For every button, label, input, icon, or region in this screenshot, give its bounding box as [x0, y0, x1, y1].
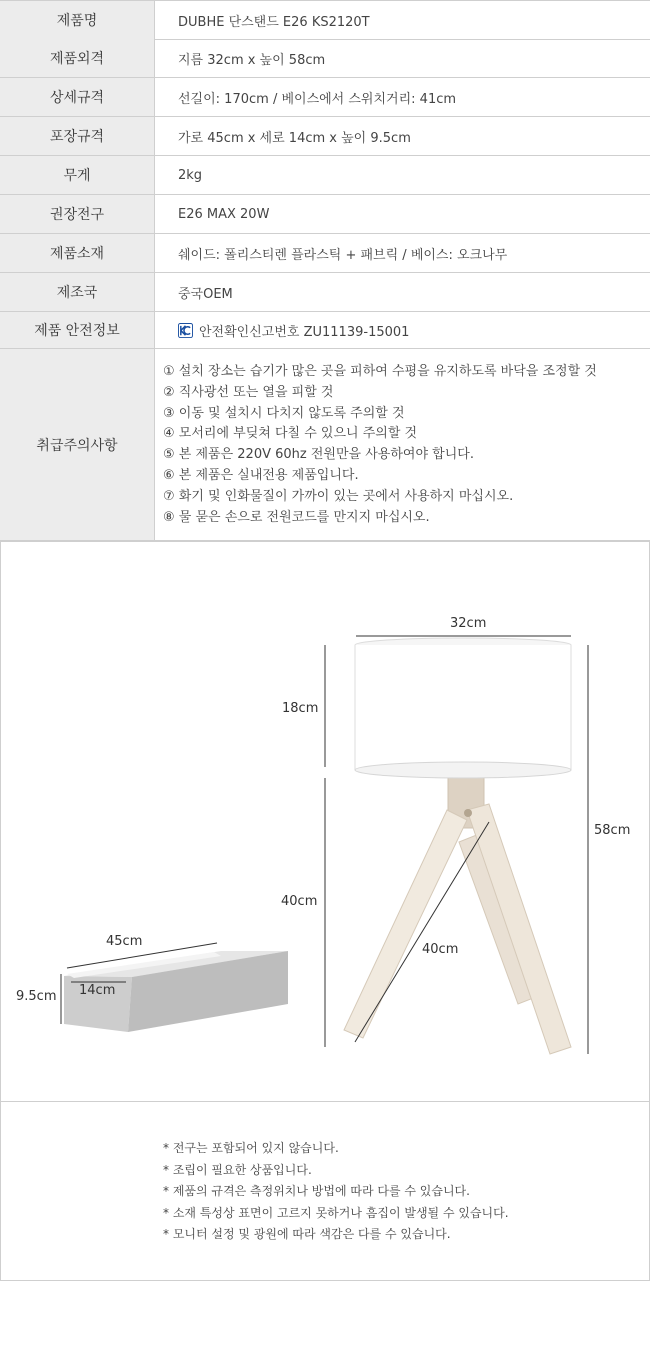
leg-length-label: 40cm [422, 942, 459, 957]
spec-row-safety [0, 312, 650, 349]
spec-value: 지름 32cm x 높이 58cm [178, 52, 326, 68]
spec-row-size [0, 39, 650, 78]
spec-value: 쉐이드: 폴리스티렌 플라스틱 + 패브릭 / 베이스: 오크나무 [178, 247, 508, 263]
spec-label: 제품소재 [0, 234, 155, 272]
notes-section [0, 1102, 650, 1281]
note-item: * 조립이 필요한 상품입니다. [163, 1162, 312, 1177]
spec-label: 제조국 [0, 273, 155, 311]
spec-label: 제품명 [0, 1, 155, 39]
caution-item: ⑤ 본 제품은 220V 60hz 전원만을 사용하여야 합니다. [163, 447, 474, 463]
leg-length-line [355, 822, 489, 1042]
box-height-label: 9.5cm [16, 989, 57, 1004]
notes-list [163, 1138, 509, 1246]
shade-width-label: 32cm [450, 616, 487, 631]
caution-label: 취급주의사항 [0, 349, 155, 540]
spec-label: 제품 안전정보 [0, 312, 155, 348]
spec-row-package [0, 117, 650, 156]
spec-row-origin [0, 273, 650, 312]
spec-label: 상세규격 [0, 78, 155, 116]
dimension-diagram [0, 541, 650, 1102]
screw-icon [464, 809, 472, 817]
spec-value: 가로 45cm x 세로 14cm x 높이 9.5cm [178, 130, 411, 146]
note-item: * 제품의 규격은 측정위치나 방법에 따라 다를 수 있습니다. [163, 1184, 470, 1198]
box-width-label: 45cm [106, 934, 143, 949]
caution-item: ① 설치 장소는 습기가 많은 곳을 피하여 수평을 유지하도록 바닥을 조정할 것 [163, 364, 597, 379]
spec-value: 2kg [178, 167, 203, 183]
spec-row-name [0, 0, 650, 40]
safety-number: 안전확인신고번호 ZU11139-15001 [199, 324, 410, 340]
spec-label: 포장규격 [0, 117, 155, 155]
caution-item: ④ 모서리에 부딪쳐 다칠 수 있으니 주의할 것 [163, 426, 418, 442]
caution-item: ③ 이동 및 설치시 다치지 않도록 주의할 것 [163, 405, 405, 421]
spec-value: E26 MAX 20W [178, 206, 270, 222]
kc-mark-icon [178, 323, 193, 338]
spec-row-weight [0, 156, 650, 195]
caution-list [163, 362, 597, 528]
spec-value: 선길이: 170cm / 베이스에서 스위치거리: 41cm [178, 91, 457, 107]
caution-item: ⑧ 물 묻은 손으로 전원코드를 만지지 마십시오. [163, 509, 430, 525]
spec-row-material [0, 234, 650, 273]
caution-item: ⑦ 화기 및 인화물질이 가까이 있는 곳에서 사용하지 마십시오. [163, 488, 514, 504]
spec-row-detail [0, 78, 650, 117]
shade-height-label: 18cm [282, 701, 319, 716]
caution-item: ⑥ 본 제품은 실내전용 제품입니다. [163, 467, 359, 483]
spec-value: DUBHE 단스탠드 E26 KS2120T [178, 14, 370, 30]
note-item: * 전구는 포함되어 있지 않습니다. [163, 1141, 339, 1155]
note-item: * 소재 특성상 표면이 고르지 못하거나 흠집이 발생될 수 있습니다. [163, 1205, 509, 1220]
diagram-canvas [1, 542, 649, 1101]
spec-label: 권장전구 [0, 195, 155, 233]
spec-value [178, 312, 650, 348]
total-height-label: 58cm [594, 823, 631, 838]
spec-label: 제품외격 [0, 39, 155, 77]
caution-item: ② 직사광선 또는 열을 피할 것 [163, 384, 334, 400]
spec-label: 무게 [0, 156, 155, 194]
spec-value: 중국OEM [178, 286, 233, 302]
lamp-illustration [344, 638, 571, 1054]
box-depth-label: 14cm [79, 983, 116, 998]
base-height-label: 40cm [281, 894, 318, 909]
spec-row-bulb [0, 195, 650, 234]
note-item: * 모니터 설정 및 광원에 따라 색감은 다를 수 있습니다. [163, 1227, 451, 1241]
